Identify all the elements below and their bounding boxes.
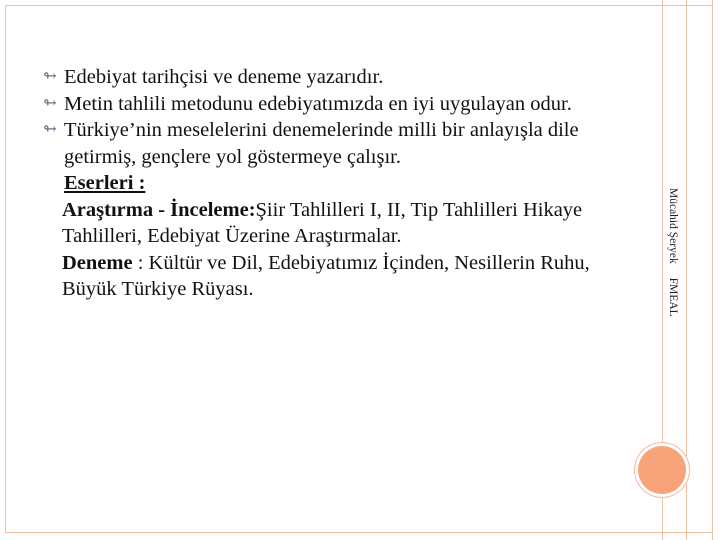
hook-arrow-bullet-icon: ↬ bbox=[43, 94, 57, 112]
hook-arrow-bullet-icon: ↬ bbox=[43, 68, 57, 85]
bullet-text: Metin tahlili metodunu edebiyatımızda en iyi uygulayan odur. bbox=[64, 92, 572, 115]
research-label: Araştırma - İnceleme: bbox=[62, 198, 256, 221]
decorative-circle bbox=[638, 446, 686, 494]
bullet-text: Türkiye’nin meselelerini denemelerinde milli bir anlayışla dile getirmiş, gençlere yol göstermeye çalışır. bbox=[64, 119, 579, 168]
slide-body bbox=[42, 64, 642, 303]
school-name: FMEAL bbox=[667, 277, 679, 317]
works-heading-row bbox=[42, 170, 642, 197]
works-heading: Eserleri : bbox=[64, 172, 146, 194]
essay-label: Deneme bbox=[62, 251, 133, 274]
essay-text: : Kültür ve Dil, Edebiyatımız İçinden, Nesillerin Ruhu, Büyük Türkiye Rüyası. bbox=[62, 251, 590, 300]
side-rail-line bbox=[686, 0, 687, 540]
side-rail-line bbox=[712, 0, 713, 540]
side-footer-text bbox=[667, 188, 679, 317]
hook-arrow-bullet-icon: ↬ bbox=[43, 121, 57, 138]
bullet-item bbox=[42, 64, 642, 91]
bullet-item bbox=[42, 91, 642, 118]
essay-paragraph bbox=[42, 250, 642, 303]
bullet-text: Edebiyat tarihçisi ve deneme yazarıdır. bbox=[64, 66, 384, 88]
research-text: Şiir Tahlilleri I, II, Tip Tahlilleri Hikaye Tahlilleri, Edebiyat Üzerine Araştırmalar. bbox=[62, 198, 583, 247]
research-paragraph bbox=[42, 197, 642, 250]
bullet-item bbox=[42, 117, 642, 170]
author-name: Mücahid Şeryek bbox=[667, 188, 679, 264]
